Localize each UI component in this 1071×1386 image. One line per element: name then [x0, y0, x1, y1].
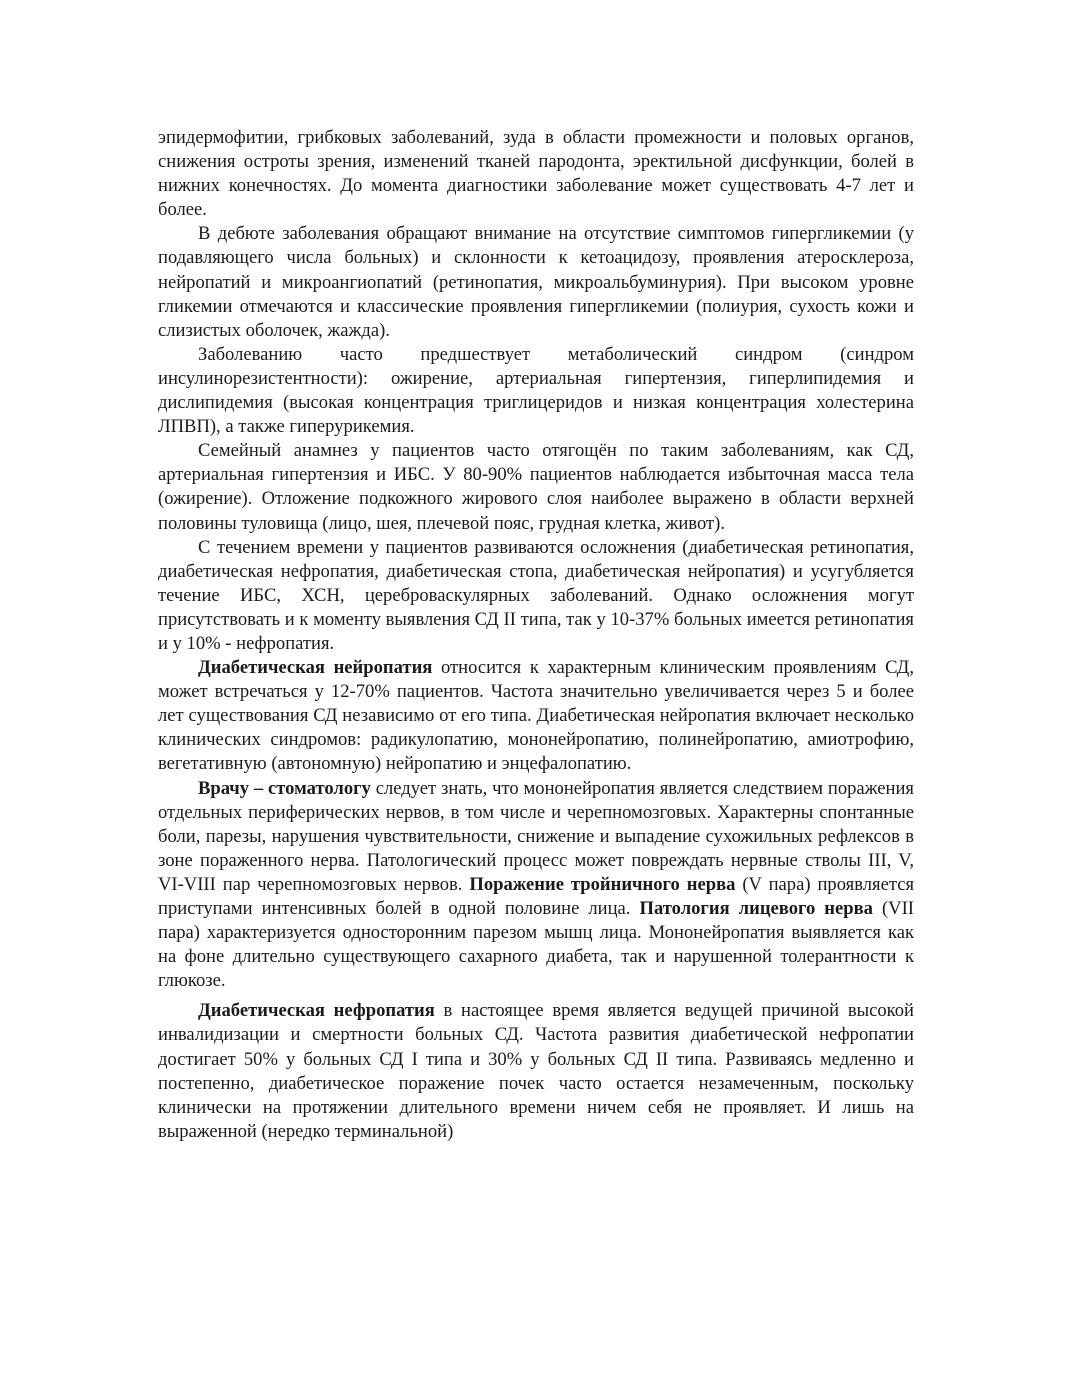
- paragraph-2: В дебюте заболевания обращают внимание на отсутствие симптомов гипергликемии (у подавляющего числа больных) и склонности к кетоацидозу, проявления атеросклероза, нейропатий и микроангиопатий (ретинопатия, микроальбуминурия). При высоком уровне гликемии отмечаются и классические проявления гипергликемии (полиурия, сухость кожи и слизистых оболочек, жажда).: [158, 223, 914, 341]
- term-trigeminal-lesion: Поражение тройничного нерва: [469, 873, 736, 895]
- term-diabetic-neuropathy: Диабетическая нейропатия: [198, 657, 433, 679]
- paragraph-4: Семейный анамнез у пациентов часто отягощён по таким заболеваниям, как СД, артериальная гипертензия и ИБС. У 80-90% пациентов наблюдается избыточная масса тела (ожирение). Отложение подкожного жирового слоя наиболее выражено в области верхней половины туловища (лицо, шея, плечевой пояс, грудная клетка, живот).: [158, 440, 914, 534]
- paragraph-8: [158, 999, 914, 1144]
- paragraph-7: [158, 777, 914, 994]
- term-facial-nerve-pathology: Патология лицевого нерва: [639, 898, 873, 919]
- paragraph-7-text-1: следует знать, что мононейропатия является следствием поражения отдельных периферических нервов, в том числе и черепномозговых. Характерны спонтанные боли, парезы, нарушения чувствительности, снижение и выпадение сухожильных рефлексов в зоне пораженного нерва. Патологический процесс может повреждать нервные стволы III, V, VI-VIII пар черепномозговых нервов.: [158, 777, 914, 895]
- paragraph-8-text: в настоящее время является ведущей причиной высокой инвалидизации и смертности больных СД. Частота развития диабетической нефропатии достигает 50% у больных СД I типа и 30% у больных СД II типа. Развиваясь медленно и постепенно, диабетическое поражение почек часто остается незамеченным, поскольку клинически на протяжении длительного времени ничем себя не проявляет. И лишь на выраженной (нередко терминальной): [158, 1000, 914, 1142]
- paragraph-7-text-3: (VII пара) характеризуется односторонним парезом мышц лица. Мононейропатия выявляется как на фоне длительно существующего сахарного диабета, так и нарушенной толерантности к глюкозе.: [158, 898, 914, 992]
- term-diabetic-nephropathy: Диабетическая нефропатия: [198, 1000, 435, 1022]
- paragraph-5: С течением времени у пациентов развиваются осложнения (диабетическая ретинопатия, диабетическая нефропатия, диабетическая стопа, диабетическая нейропатия) и усугубляется течение ИБС, ХСН, цереброваскулярных заболеваний. Однако осложнения могут присутствовать и к моменту выявления СД II типа, так у 10-37% больных имеется ретинопатия и у 10% - нефропатия.: [158, 536, 914, 654]
- term-dentist: Врачу – стоматологу: [198, 777, 371, 799]
- paragraph-7-text-2: (V пара) проявляется приступами интенсивных болей в одной половине лица.: [158, 873, 914, 919]
- document-page: [158, 126, 914, 1144]
- paragraph-1: эпидермофитии, грибковых заболеваний, зуда в области промежности и половых органов, снижения остроты зрения, изменений тканей пародонта, эректильной дисфункции, болей в нижних конечностях. До момента диагностики заболевание может существовать 4-7 лет и более.: [158, 127, 914, 221]
- paragraph-6: [158, 656, 914, 776]
- paragraph-3: Заболеванию часто предшествует метаболический синдром (синдром инсулинорезистентности): ожирение, артериальная гипертензия, гиперлипидемия и дислипидемия (высокая концентрация триглицеридов и низкая концентрация холестерина ЛПВП), а также гиперурикемия.: [158, 343, 914, 438]
- paragraph-6-text: относится к характерным клиническим проявлениям СД, может встречаться у 12-70% пациентов. Частота значительно увеличивается через 5 и более лет существования СД независимо от его типа. Диабетическая нейропатия включает несколько клинических синдромов: радикулопатию, мононейропатию, полинейропатию, амиотрофию, вегетативную (автономную) нейропатию и энцефалопатию.: [158, 657, 914, 775]
